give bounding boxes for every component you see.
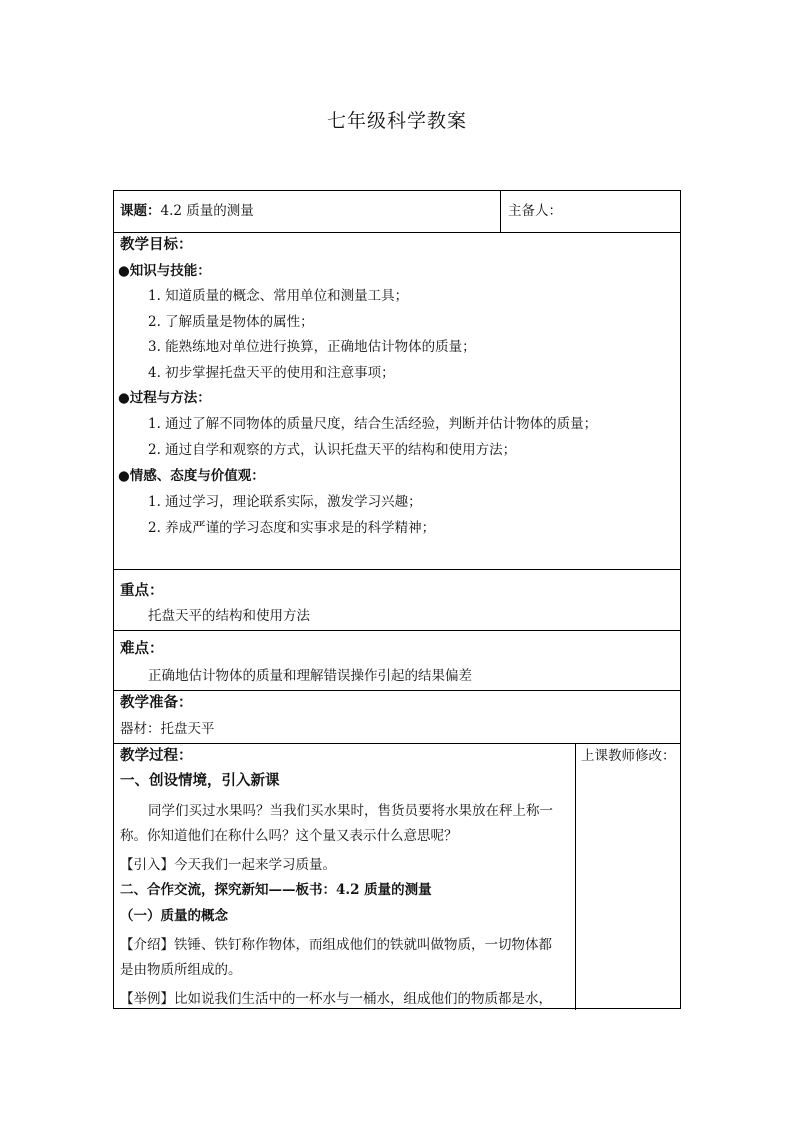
teacher-revision-label: 上课教师修改： <box>581 748 676 764</box>
part2-heading: 二、合作交流，探究新知——板书：4.2 质量的测量 <box>120 882 432 898</box>
row-divider <box>114 743 680 744</box>
knowledge-heading: ●知识与技能： <box>118 263 211 279</box>
document-title: 七年级科学教案 <box>326 110 467 132</box>
row-divider <box>114 630 680 631</box>
example-line: 【举例】比如说我们生活中的一杯水与一桶水，组成他们的物质都是水， <box>120 991 552 1007</box>
knowledge-item: 4. 初步掌握托盘天平的使用和注意事项； <box>148 365 395 381</box>
preparation-heading: 教学准备： <box>120 694 193 711</box>
topic-value: 4.2 质量的测量 <box>160 203 254 219</box>
process-heading: ●过程与方法： <box>118 390 211 406</box>
row-divider <box>114 569 680 570</box>
process-item: 2. 通过自学和观察的方式，认识托盘天平的结构和使用方法； <box>148 442 517 458</box>
difficulty-text: 正确地估计物体的质量和理解错误操作引起的结果偏差 <box>148 668 472 684</box>
emotion-item: 2. 养成严谨的学习态度和实事求是的科学精神； <box>148 520 436 536</box>
topic-label: 课题： <box>120 203 161 219</box>
introduce-line: 【介绍】铁锤、铁钉称作物体，而组成他们的铁就叫做物质，一切物体都 <box>120 937 552 953</box>
part1-heading: 一、创设情境，引入新课 <box>120 772 280 789</box>
column-divider <box>575 743 576 1010</box>
introduce-line: 是由物质所组成的。 <box>120 962 242 978</box>
preparer-label: 主备人： <box>508 203 562 219</box>
knowledge-item: 3. 能熟练地对单位进行换算，正确地估计物体的质量； <box>148 339 476 355</box>
difficulty-heading: 难点： <box>120 640 164 657</box>
knowledge-item: 1. 知道质量的概念、常用单位和测量工具； <box>148 288 409 304</box>
emotion-item: 1. 通过学习，理论联系实际，激发学习兴趣； <box>148 494 422 510</box>
process-section-heading: 教学过程： <box>120 747 193 764</box>
row-divider <box>114 690 680 691</box>
knowledge-item: 2. 了解质量是物体的属性； <box>148 314 314 330</box>
topic-cell <box>120 202 254 220</box>
sub1-heading: （一）质量的概念 <box>120 908 228 924</box>
key-point-text: 托盘天平的结构和使用方法 <box>148 608 310 624</box>
part1-paragraph-line: 称。你知道他们在称什么吗？这个量又表示什么意思呢？ <box>120 828 458 844</box>
process-item: 1. 通过了解不同物体的质量尺度，结合生活经验，判断并估计物体的质量； <box>148 416 598 432</box>
lesson-plan-table <box>113 190 681 1009</box>
column-divider <box>500 191 501 232</box>
emotion-heading: ●情感、态度与价值观： <box>118 468 265 484</box>
intro-line: 【引入】今天我们一起来学习质量。 <box>120 857 336 873</box>
row-divider <box>114 232 680 233</box>
objectives-heading: 教学目标： <box>120 236 193 253</box>
part1-paragraph-line: 同学们买过水果吗？当我们买水果时，售货员要将水果放在秤上称一 <box>148 803 553 819</box>
key-point-heading: 重点： <box>120 582 164 599</box>
preparation-text: 器材：托盘天平 <box>120 721 215 737</box>
